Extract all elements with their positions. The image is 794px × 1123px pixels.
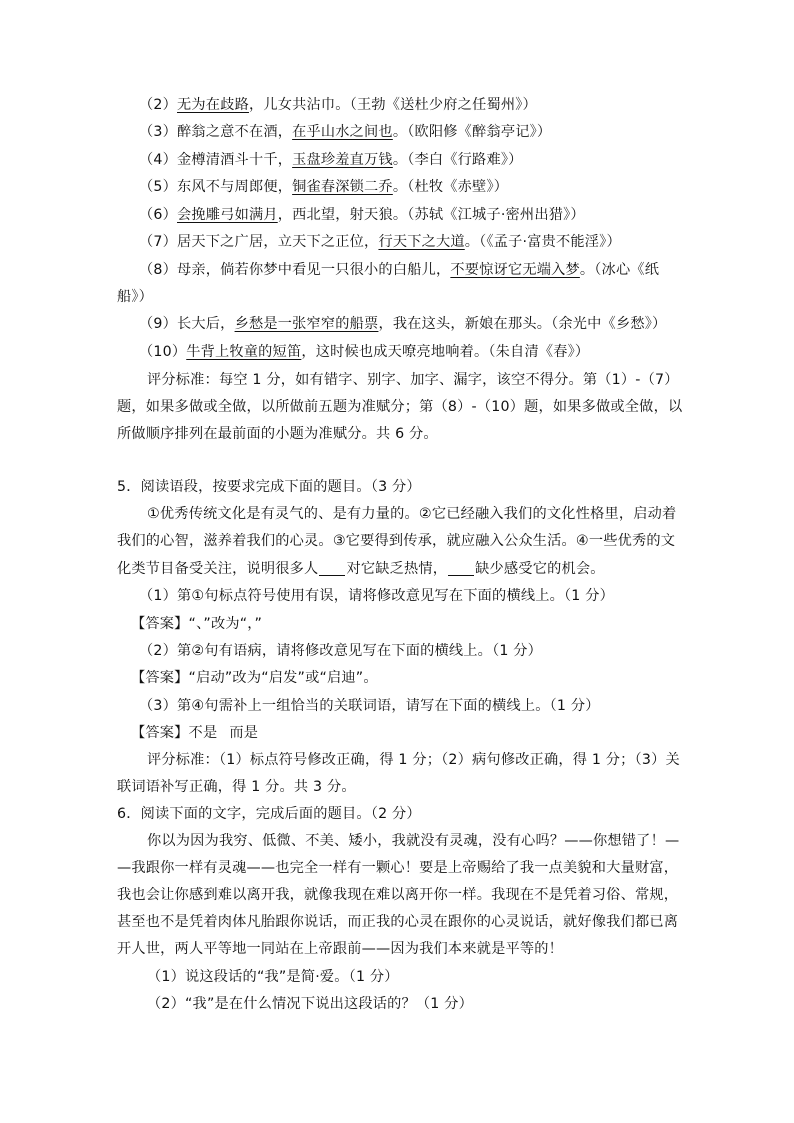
answer-underlined: 乡愁是一张窄窄的船票 <box>234 316 379 332</box>
recitation-item: （10）牛背上牧童的短笛，这时候也成天嘹亮地响着。（朱自清《春》） <box>139 344 590 360</box>
recitation-item: （4）金樽清酒斗十千，玉盘珍羞直万钱。（李白《行路难》） <box>139 152 523 168</box>
passage-line: 我也会让你感到难以离开我，就像我现在难以离开你一样。我现在不是凭着习俗、常规， <box>117 887 679 903</box>
recitation-item: （9）长大后，乡愁是一张窄窄的船票，我在这头，新娘在那头。（余光中《乡愁》） <box>139 316 667 332</box>
sub-question: （2）第②句有语病，请将修改意见写在下面的横线上。（1 分） <box>139 643 543 659</box>
question-title: 6．阅读下面的文字，完成后面的题目。（2 分） <box>117 806 421 822</box>
scoring-line: 评分标准：每空 1 分，如有错字、别字、加字、漏字，该空不得分。第（1）-（7） <box>147 372 679 388</box>
passage-line: —我跟你一样有灵魂——也完全一样有一颗心！要是上帝赐给了我一点美貌和大量财富， <box>117 860 679 876</box>
answer-line: 【答案】不是 而是 <box>131 725 259 741</box>
answer-underlined: 会挽雕弓如满月 <box>177 207 278 223</box>
scoring-line: 所做顺序排列在最前面的小题为准赋分。共 6 分。 <box>117 426 438 442</box>
passage-line: 你以为因为我穷、低微、不美、矮小，我就没有灵魂，没有心吗？——你想错了！— <box>147 833 680 849</box>
sub-question: （3）第④句需补上一组恰当的关联词语，请写在下面的横线上。（1 分） <box>139 698 600 714</box>
answer-line: 【答案】“启动”改为“启发”或“启迪”。 <box>131 670 378 686</box>
recitation-item-continuation: 船》） <box>117 289 154 305</box>
passage-line: 开人世，两人平等地一同站在上帝跟前——因为我们本来就是平等的！ <box>117 941 564 957</box>
passage-line: 我们的心智，滋养着我们的心灵。③它要得到传承，就应融入公众生活。④一些优秀的文 <box>117 533 676 549</box>
answer-underlined: 玉盘珍羞直万钱 <box>292 152 393 168</box>
recitation-item: （8）母亲，倘若你梦中看见一只很小的白船儿，不要惊讶它无端入梦。（冰心《纸 <box>139 262 660 278</box>
sub-question: （1）第①句标点符号使用有误，请将修改意见写在下面的横线上。（1 分） <box>139 588 614 604</box>
answer-line: 【答案】“、”改为“，” <box>131 616 263 632</box>
recitation-item: （2）无为在歧路，儿女共沾巾。（王勃《送杜少府之任蜀州》） <box>139 97 537 113</box>
scoring-line: 题，如果多做或全做，以所做前五题为准赋分；第（8）-（10）题，如果多做或全做，以 <box>117 399 683 415</box>
sub-question: （1）说这段话的“我”是简·爱。（1 分） <box>147 969 399 985</box>
fill-blank <box>319 563 345 576</box>
scoring-line: 评分标准：（1）标点符号修改正确，得 1 分；（2）病句修改正确，得 1 分；（3）关 <box>147 752 680 768</box>
answer-underlined: 牛背上牧童的短笛 <box>186 344 302 360</box>
answer-underlined: 无为在歧路 <box>177 97 249 113</box>
recitation-item: （7）居天下之广居，立天下之正位，行天下之大道。（《孟子·富贵不能淫》） <box>139 234 621 250</box>
answer-underlined: 在乎山水之间也 <box>292 124 393 140</box>
recitation-item: （5）东风不与周郎便，铜雀春深锁二乔。（杜牧《赤壁》） <box>139 179 509 195</box>
passage-line: ①优秀传统文化是有灵气的、是有力量的。②它已经融入我们的文化性格里，启动着 <box>147 506 677 522</box>
question-title: 5．阅读语段，按要求完成下面的题目。（3 分） <box>117 479 421 495</box>
recitation-item: （3）醉翁之意不在酒，在乎山水之间也。（欧阳修《醉翁亭记》） <box>139 124 552 140</box>
fill-blank <box>448 563 474 576</box>
scoring-line: 联词语补写正确，得 1 分。共 3 分。 <box>117 779 356 795</box>
recitation-item: （6）会挽雕弓如满月，西北望，射天狼。（苏轼《江城子·密州出猎》） <box>139 207 585 223</box>
sub-question: （2）“我”是在什么情况下说出这段话的？（1 分） <box>147 996 474 1012</box>
answer-underlined: 铜雀春深锁二乔 <box>292 179 393 195</box>
answer-underlined: 不要惊讶它无端入梦 <box>450 262 580 278</box>
answer-underlined: 行天下之大道 <box>378 234 465 250</box>
passage-line: 化类节目备受关注，说明很多人 对它缺乏热情， 缺少感受它的机会。 <box>117 561 605 577</box>
passage-line: 甚至也不是凭着肉体凡胎跟你说话，而正我的心灵在跟你的心灵说话，就好像我们都已离 <box>117 914 679 930</box>
